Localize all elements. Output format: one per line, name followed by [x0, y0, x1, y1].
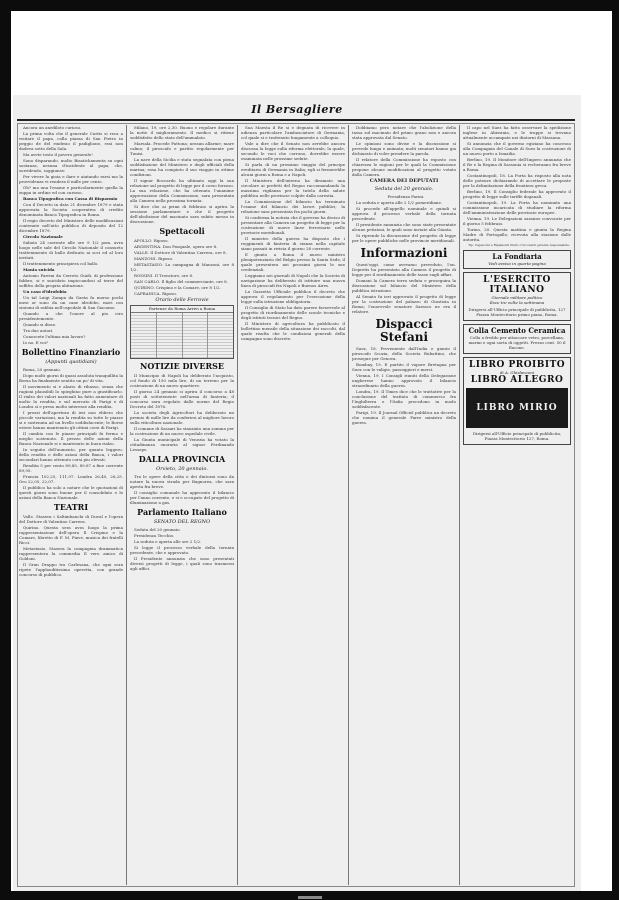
paragraph: Berlino, 19. Il Consiglio federale ha approvato il progetto di legge sulle tariffe doganali.: [463, 189, 571, 199]
paragraph: Il relatore della Commissione ha esposto con chiarezza le ragioni per le quali la Commissione propone alcune modificazioni al progetto votato dalla Camera.: [352, 157, 456, 177]
paragraph: Valle. Stasera i Saltimbanchi di Duval e l'opera del Dottore di Valentino Carrera.: [19, 514, 123, 524]
paragraph: Metastasio. Stasera la compagnia drammatica rappresentera la commedia Il vero amico di Goldoni.: [19, 546, 123, 561]
paragraph: Il regio decreto del Ministero delle modificazioni contenute nell'atto pubblico di deposito del 12 dicembre 1879.: [19, 218, 123, 233]
section-heading: CAMERA DEI DEPUTATI: [369, 178, 439, 184]
advertisement-colla: [463, 324, 571, 354]
section-heading: Bollettino Finanziario: [21, 347, 121, 357]
paragraph: La seduta e aperta alle 2 1/2 pomeridiane.: [356, 200, 443, 205]
column-1: [19, 125, 123, 885]
paragraph: Oh? ma una l'esame e particolarmente quella la zuppa in ordine ed con curioso.: [19, 185, 123, 195]
timetable-column: [208, 313, 233, 358]
advertisement-libro-proibito: [463, 357, 571, 445]
paragraph: Si annunzia che il governo egiziano ha concesso alla Compagnia del Canale di Suez la costruzione di un nuovo porto a Ismailia.: [463, 141, 571, 156]
ad-title: LIBRO PROIBITO: [468, 360, 566, 370]
paragraph: Sua Maesta il Re si e degnata di ricevere in udienza particolare l'ambasciatore di Germania, col quale si e trattenuto lungamente a colloquio.: [241, 125, 345, 140]
section-heading: NOTIZIE DIVERSE: [140, 361, 224, 371]
column-divider: [126, 125, 127, 885]
paragraph: Dobbiamo pero notare che l'abolizione della tassa sul macinato del primo grano non e ancora stata approvata dal Senato.: [352, 125, 456, 140]
paragraph: Il capo nel Suez ha fatto osservare la spedizione inglese in Abissinia, e le truppe si trovano attualmente accampate nei dintorni di Massaua.: [463, 125, 571, 140]
paragraph: Milano, 19, ore 2,30. Buono e regolare durante la notte il miglioramento. Il medico si ritiene soddisfatto dello stato dell'ammalato.: [130, 125, 234, 140]
column-divider: [348, 125, 349, 885]
section-heading: Parlamento Italiano: [137, 507, 227, 517]
paragraph: Marsala. Procede Pattona; nessun allarme; mare calmo; il piroscafo e partito regolarmente per Tunisi.: [130, 141, 234, 156]
paragraph: Il movimento si e alzato di ribasso, senza che ragioni plausibili lo spieghino pure a giustificarlo. Il rialzo dei valori nazionali ha fatto aumentare di molto la rendita, e sul mercato di Parigi e di Londra si e preso molto interesse alla rendita.: [19, 384, 123, 409]
paragraph: Sabato 24 corrente alle ore 9 1/2 pom. avra luogo nelle sale del Circolo Nazionale il consueto trattenimento di ballo dedicato ai soci ed al loro invitati.: [19, 240, 123, 260]
paragraph: Rendita 5 per cento 89,85, 89,87 a fine corrente 89,95.: [19, 463, 123, 473]
ad-subtitle: Esce tre volte la settimana: [489, 300, 545, 305]
paragraph: Torino, 20. Questa mattina e giunta la Regina Madre di Portogallo, ricevuta alla stazione dalle autorita.: [463, 227, 571, 242]
ad-body: Dirigersi all'Ufficio principale di pubblicita, 127 Piazza Montecitorio primo piano, Roma.: [468, 307, 566, 317]
paragraph: Il signor Boccardo ha ultimato oggi la sua relazione sul progetto di legge per il corso forzoso. La sua relazione, che ha ottenuto l'unanime approvazione della Commissione, sara presentata alla Camera nella prossima tornata.: [130, 178, 234, 203]
paragraph: La seduta e aperta alle ore 2 1/2.: [134, 539, 202, 544]
ad-inverted-banner: LIBRO MIRIO: [466, 388, 568, 428]
paragraph: La societa degli Agricoltori ha deliberato un premio di mille lire da conferirsi al migliore lavoro sulla viticoltura nazionale.: [130, 410, 234, 425]
paragraph: La nave della Sicilia e stata segnalata con piena soddisfazione del Ministero e degli ufficiali della marina; essa ha compiuto il suo viaggio in ottime condizioni.: [130, 157, 234, 177]
paragraph: E giunto a Roma il nuovo ministro plenipotenziario del Belgio presso la Santa Sede, il quale presentera nei prossimi giorni le sue credenziali.: [241, 252, 345, 272]
advertisement-fondiaria: [463, 250, 571, 269]
paragraph: Ancora un anediloto curioso.: [23, 125, 82, 130]
paragraph: Seduta del 20 gennaio.: [134, 527, 181, 532]
paragraph: Costantinopoli, 19. La Porta ha nominato una commissione incaricata di studiare la riforma dell'amministrazione delle provincie europee.: [463, 200, 571, 215]
paragraph: I prezzi dell'apertura di ieri non ebbero che piccole variazioni, ma la rendita su tutte le piazze si e sostenuta ad un livello soddisfacente; le Borse estere hanno mantenuto gli ottimi corsi di Parigi.: [19, 410, 123, 430]
scan-border-top: [0, 0, 619, 11]
column-divider: [459, 125, 460, 885]
paragraph: Londra, 19. Il Times dice che le trattative per la conclusione del trattato di commercio fra l'Inghilterra e l'Italia procedono in modo soddisfacente.: [352, 389, 456, 409]
ad-title: L'ESERCITO ITALIANO: [483, 275, 551, 295]
paragraph: In seguito dell'aumento, per quanto leggero, della rendita e delle azioni della Banca, i valori secondari hanno ottenuto corsi piu elevati.: [19, 447, 123, 462]
paragraph: Leggiamo nei giornali di Napoli che la Societa di navigazione ha deliberato di istituire una nuova linea di piroscafi fra Napoli e Buenos Aires.: [241, 273, 345, 288]
paragraph: Antonio Parrini da Cerreto Guidi, di professione fabbro, si e suicidato impiccandosi al trave del soffitto della propria abitazione.: [19, 273, 123, 288]
paragraph: Suez, 18. Proveniente dall'India e giunto il piroscafo Scozia, della Societa Rubattino, che prosegue per Genova.: [352, 346, 456, 361]
scan-border-right: [612, 0, 619, 900]
masthead-rule: [17, 119, 575, 121]
listing: APOLLO. Riposo.: [134, 238, 169, 243]
paragraph: Si legge il processo verbale della tornata precedente, che e approvato.: [130, 545, 234, 555]
printer-imprint: Tip. Capaccini e Ripamonti Pietro Cicconetti gerente responsabile.: [468, 243, 570, 247]
paragraph: Il presidente annunzia che sono state presentate alcune petizioni, le quali sono inviate alla Giunta.: [352, 222, 456, 232]
paragraph: Il Presidente annunzia che sono presentati diversi progetti di legge, i quali sono trasmessi agli uffici.: [130, 556, 234, 571]
ad-body: Colla a freddo per attaccare vetro, porcellana, marmi e ogni sorta di oggetti. Prezzo cent. 50 il flacone.: [468, 335, 566, 350]
paragraph: Il Ministero dell'interno ha diramato una circolare ai prefetti del Regno raccomandando la massima vigilanza per la tutela della salute pubblica nelle provincie colpite dalla carestia.: [241, 178, 345, 198]
listing: SAN CARLO. Il figlio del commerciante, ore 8.: [134, 279, 228, 284]
paragraph: Francia 102,25, 111,97. Londra 26,40, 26,25. Oro 22,05, 22,07.: [19, 474, 123, 484]
paragraph: Conoscete l'ultima mia lavoro?: [23, 334, 86, 339]
timetable-column: [131, 313, 157, 358]
masthead-title: Il Bersagliere: [251, 103, 343, 116]
section-heading: Spettacoli: [159, 226, 205, 236]
paragraph: Quest'oggi, come avevamo preveduto, l'on. Depretis ha presentato alla Camera il progetto di legge per il riordinamento delle tasse sugli affari.: [352, 262, 456, 277]
section-subheading: Orvieto, 20 gennaio.: [156, 466, 208, 472]
paragraph: Il Gran Drappo tra Carlesana, che ogni sera ripete l'applauditissima operetta, con grande concorso di pubblico.: [19, 562, 123, 577]
listing: QUIRINO. Crispino e la Comare, ore 8 1/2.: [134, 285, 221, 290]
listing: ARGENTINA. Don Pasquale, opera ore 8.: [134, 244, 218, 249]
section-lead: Banca Tipografica con Cassa di Risparmio: [23, 196, 118, 201]
listing: METASTASIO. La campagna di Manzoni, ore 8 1/2.: [130, 262, 234, 272]
paragraph: Si parla di un prossimo viaggio del principe ereditario di Germania in Italia; egli si fermerebbe alcuni giorni a Roma e a Napoli.: [241, 162, 345, 177]
paragraph: Vienna, 19. I Consigli riuniti della Delegazione ungherese hanno approvato il bilancio straordinario della guerra.: [352, 373, 456, 388]
paragraph: La Gazzetta Ufficiale pubblica il decreto che approva il regolamento per l'esecuzione della legge sulla istruzione obbligatoria.: [241, 289, 345, 304]
paragraph: Sono disparando, molto Bisatichamenta su ogni sostanza, nesuna d'incidente al papa, che, sorridendo, soggiunse:: [19, 158, 123, 173]
paragraph: Ma avete tosto il povero generale!: [23, 152, 93, 157]
paragraph: Le opinioni sono divise e la discussione si prevede lunga e animata; molti senatori hanno gia dichiarato di voler prendere la parola.: [352, 141, 456, 156]
ad-body: Dirigersi all'Ufficio principale di pubblicita, Piazza Montecitorio 127, Roma.: [472, 431, 562, 441]
paragraph: Il giorno 24 gennaio si aprira il concorso a 48 posti di sottotenente nell'arma di fanteria; il concorso sara regolato dalle norme del Regio Decreto del 1876.: [130, 389, 234, 409]
section-heading: DALLA PROVINCIA: [138, 454, 226, 464]
ad-subtitle: Giornale militare politico: [491, 295, 543, 300]
paragraph: Il Consiglio di Stato ha dato parere favorevole al progetto di riordinamento delle scuole tecniche e degli istituti tecnici del Regno.: [241, 305, 345, 320]
scan-marker: [298, 896, 322, 899]
newspaper-sheet: [13, 95, 581, 891]
section-subheading: SENATO DEL REGNO: [153, 519, 211, 525]
paragraph: La Giunta municipale di Venezia ha votato la cittadinanza onoraria al signor Ferdinando Lesseps.: [130, 437, 234, 452]
scan-border-left: [0, 0, 11, 900]
ad-title: La Fondiaria: [492, 252, 542, 261]
paragraph: Il cambio con le piazze principali fu fermo e meglio sostenuto. Il prezzo delle azioni della Banca Nazionale si e mantenuto in buon rialzo.: [19, 431, 123, 446]
paragraph: Quando a che l'onore al pio ciro presidentemente.: [19, 311, 123, 321]
paragraph: Domani la Camera terra seduta e proseguira la discussione sul bilancio del Ministero della pubblica istruzione.: [352, 278, 456, 293]
ad-subtitle: Vedi avviso in quarta pagina: [488, 261, 546, 266]
listing: ROSSINI. Il Trovatore, ore 8.: [134, 273, 194, 278]
paragraph: Si conferma la notizia che il governo ha deciso di presentare alla Camera un progetto di legge per la costruzione di nuove linee ferroviarie nelle provincie meridionali.: [241, 215, 345, 235]
paragraph: La prima volta che il generale Curtis si reca a visitare il papa, colla piazza di San Pietro in peggio de del rindesio il padiglione, essi non dadeva sotto della Sala.: [19, 131, 123, 151]
paragraph: La Commissione del bilancio ha terminato l'esame del bilancio dei lavori pubblici; la relazione sara presentata fra pochi giorni.: [241, 199, 345, 214]
paragraph: Il consiglio comunale ha approvato il bilancio per l'anno corrente, e si e occupato del progetto di illuminazione a gas.: [130, 490, 234, 505]
column-2: [130, 125, 234, 885]
paragraph: Io no. E voi?: [23, 340, 48, 345]
section-lead: Circolo Nazionale: [23, 234, 63, 239]
paragraph: Tra le opere della citta e dei dintorni sono da notare la nuova strada per Bagnorea, che sara aperta fra breve.: [130, 474, 234, 489]
paragraph: Vale a dire che il Senato non avrebbe ancora discussa la legge sulla riforma elettorale, la quale, secondo le voci che corrono, dovrebbe essere esaminata nelle prossime sedute.: [241, 141, 345, 161]
section-heading: Informazioni: [360, 246, 448, 260]
paragraph: Tra due autori.: [23, 328, 54, 333]
paragraph: Quirino. Questa sera avra luogo la prima rappresentazione dell'opera Il Crispino e la Comare, libretto di F. M. Piave, musica dei fratelli Ricci.: [19, 525, 123, 545]
paragraph: Vienna, 19. Le Delegazioni saranno convocate per il giorno 5 febbraio.: [463, 216, 571, 226]
paragraph: Si dice che ai primi di febbraio si aprira la sessione parlamentare e che il progetto dell'abolizione del macinato sara subito messo in discussione.: [130, 204, 234, 224]
section-lead: Un caso d'idrofobia: [23, 289, 67, 294]
paragraph: Presidenza Tecchio.: [134, 533, 175, 538]
listing: CAPRANICA. Riposo.: [134, 291, 178, 296]
timetable-column: [157, 313, 183, 358]
railway-timetable: [130, 305, 234, 359]
paragraph: Con il Decreto in data 21 dicembre 1879 e stata approvata la Societa cooperativa di credito denominata Banca Tipografica in Roma.: [19, 202, 123, 217]
section-subheading: Seduta del 20 gennaio.: [374, 186, 434, 192]
section-lead: Mania suicida: [23, 267, 55, 272]
paragraph: Il ministro della guerra ha disposto che i reggimenti di fanteria di stanza nella capitale siano passati in rivista il giorno 28 corrente.: [241, 236, 345, 251]
column-3: [241, 125, 345, 885]
paragraph: Parigi, 19. Il Journal Officiel pubblica un decreto che nomina il generale Farre ministro della guerra.: [352, 410, 456, 425]
section-heading: Dispacci Stefani: [375, 317, 433, 344]
paragraph: Dopo molti giorni di quasi assoluta tranquillita la Borsa ha finalmente sentito un po' di vita.: [19, 373, 123, 383]
section-subheading: (Appunti quotidiani): [45, 359, 97, 365]
timetable-column: [183, 313, 209, 358]
section-heading: TEATRI: [53, 502, 89, 512]
paragraph: Il comune di Sassari ha stanziato una somma per la costruzione di un nuovo ospedale civile.: [130, 426, 234, 436]
timetable-grid: [131, 313, 233, 358]
column-5: [463, 125, 571, 885]
ad-subtitle: di A. Ghislanzoni: [499, 370, 535, 375]
paragraph: Al Senato fu ieri approvato il progetto di legge per la costruzione del palazzo di Giustizia in Roma; l'onorevole senatore Sarasco ne era il relatore.: [352, 294, 456, 314]
ad-title: Colla Cemento Ceramica: [468, 326, 566, 335]
column-divider: [237, 125, 238, 885]
listing: VALLE. Il Dottore di Valentino Carrera, ore 8.: [134, 250, 227, 255]
listing: MANZONI. Riposo.: [134, 256, 174, 261]
paragraph: Presidenza Farini.: [387, 194, 425, 199]
paragraph: Il Municipio di Napoli ha deliberato l'acquisto, col fondo di 150 mila lire, di un terreno per la costruzione di un nuovo quartiere.: [130, 373, 234, 388]
paragraph: Bombay, 19. E partito il vapore Bretagna per Suez con le valigie, passeggieri e merci.: [352, 362, 456, 372]
paragraph: Si procede all'appello nominale e quindi si approva il processo verbale della tornata precedente.: [352, 206, 456, 221]
paragraph: Per vivere la gioia e ilare e aiutando rarsi ma la provvidenza vi rendera il mille per cento.: [19, 174, 123, 184]
paragraph: Il Ministero di agricoltura ha pubblicato il bollettino mensile della situazione dei raccolti, dal quale risulta che le condizioni generali della campagna sono discrete.: [241, 321, 345, 341]
paragraph: Un tal Luigi Zampa da Gaeta fu morso pochi mesi or sono da un cane idrofobo, mori con sintomi di rabbia nell'ospedale di San Giacomo.: [19, 295, 123, 310]
paragraph: Quando si disse.: [23, 322, 57, 327]
timetable-header: Partenze da Roma Arrivi a Roma: [131, 306, 233, 313]
column-4: [352, 125, 456, 885]
paragraph: Berlino, 19. Il Monitore dell'Impero annunzia che il Re e la Regina di Sassonia si recheranno fra breve a Roma.: [463, 157, 571, 172]
paragraph: Il pubblico ha solo a notare che le quotazioni di questi giorni sono buone per il consolidato e le azioni della Banca Nazionale.: [19, 485, 123, 500]
section-subheading: Orario delle Ferrovie: [155, 297, 209, 303]
paragraph: Costantinopoli, 18. La Porta ha risposto alla nota delle potenze dichiarando di accettare le proposte per la delimitazione della frontiera greca.: [463, 173, 571, 188]
paragraph: Roma, 20 gennaio.: [23, 367, 61, 372]
ad-title: LIBRO ALLEGRO: [470, 375, 564, 385]
paragraph: Il trattenimento principiera col ballo.: [23, 261, 99, 266]
advertisement-esercito: [463, 272, 571, 321]
paragraph: Si riprende la discussione del progetto di legge per le opere pubbliche nelle provincie meridionali.: [352, 233, 456, 243]
